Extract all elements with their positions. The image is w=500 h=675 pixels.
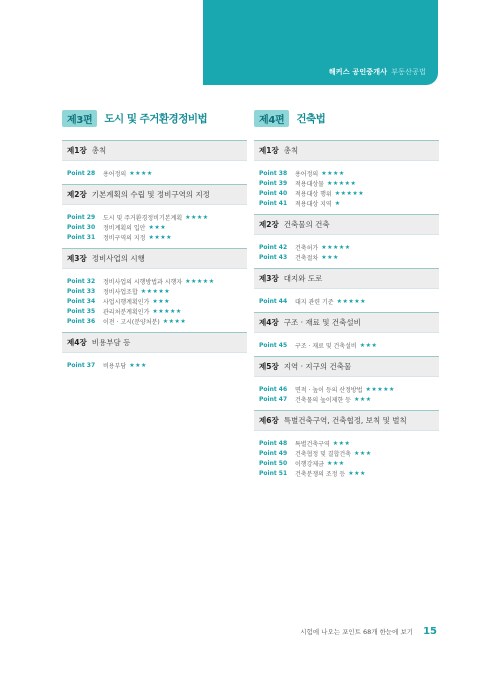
chapter (254, 140, 439, 214)
brand-sub: 부동산공법 (391, 68, 426, 76)
point-title: 구조 · 재료 및 건축설비 (295, 342, 357, 350)
importance-stars: ★★★ (353, 395, 372, 403)
chapter-number: 제4장 (67, 338, 87, 347)
chapter (254, 312, 439, 356)
importance-stars: ★★★★ (321, 169, 345, 177)
chapter-header (254, 141, 439, 161)
chapter-title: 정비사업의 시행 (91, 254, 145, 263)
point-number: Point 43 (259, 253, 288, 261)
part-badge: 제4편 (254, 110, 289, 127)
point-title: 면적 · 높이 등의 산정방법 (295, 386, 363, 394)
point-list (254, 289, 439, 312)
right-column (254, 110, 439, 484)
point-number: Point 36 (67, 317, 96, 325)
point-title: 건축물의 높이제한 등 (295, 396, 351, 404)
chapter-title: 총칙 (91, 146, 107, 155)
point-item (67, 222, 247, 232)
point-number: Point 40 (259, 189, 288, 197)
point-item (259, 458, 439, 468)
chapter-header (254, 215, 439, 235)
point-number: Point 29 (67, 213, 96, 221)
point-title: 건축절차 (295, 254, 319, 262)
point-title: 이행강제금 (295, 460, 324, 468)
chapter (254, 268, 439, 312)
point-title: 이전 · 고시(분양처분) (103, 318, 160, 326)
chapter-title: 건축물의 건축 (283, 220, 330, 229)
brand-main: 해커스 공인중개사 (328, 68, 388, 76)
chapter-number: 제5장 (259, 362, 279, 371)
point-number: Point 51 (259, 469, 288, 477)
point-number: Point 41 (259, 199, 288, 207)
importance-stars: ★★★ (321, 253, 339, 261)
point-item (67, 316, 247, 326)
point-number: Point 34 (67, 297, 96, 305)
importance-stars: ★★★★★ (336, 297, 366, 305)
importance-stars: ★★★ (152, 297, 171, 305)
chapter-number: 제6장 (259, 416, 279, 425)
point-list (62, 161, 247, 184)
point-item (259, 178, 439, 188)
point-item (67, 276, 247, 286)
importance-stars: ★★★★★ (185, 277, 215, 285)
point-item (259, 252, 439, 262)
chapter-number: 제2장 (67, 190, 87, 199)
importance-stars: ★★★ (326, 459, 345, 467)
point-number: Point 31 (67, 233, 96, 241)
importance-stars: ★★★★★ (334, 189, 365, 197)
chapter-title: 대지와 도로 (283, 274, 323, 283)
point-title: 적용대상 행위 (295, 190, 332, 198)
chapter-number: 제2장 (259, 220, 279, 229)
point-number: Point 47 (259, 395, 288, 403)
point-item (259, 296, 439, 306)
chapter-title: 특별건축구역, 건축협정, 보칙 및 벌칙 (283, 416, 407, 425)
point-number: Point 35 (67, 307, 96, 315)
point-title: 적용대상물 (295, 180, 324, 188)
point-list (62, 269, 247, 332)
point-number: Point 37 (67, 361, 96, 369)
importance-stars: ★★★★★ (321, 243, 351, 251)
footer-caption: 시험에 나오는 포인트 68개 한눈에 보기 (300, 628, 414, 636)
chapter (62, 140, 247, 184)
part-header (62, 110, 247, 126)
point-item (259, 468, 439, 478)
importance-stars: ★★★ (359, 341, 378, 349)
point-title: 정비사업조합 (103, 288, 138, 296)
point-title: 건축협정 및 결합건축 (295, 450, 351, 458)
point-number: Point 28 (67, 169, 96, 177)
point-number: Point 46 (259, 385, 288, 393)
point-title: 건축분쟁의 조정 등 (295, 470, 346, 478)
point-title: 용어정의 (103, 170, 127, 178)
point-item (259, 438, 439, 448)
point-item (67, 232, 247, 242)
chapter-title: 비용부담 등 (91, 338, 131, 347)
point-list (254, 235, 439, 268)
point-item (67, 212, 247, 222)
point-number: Point 48 (259, 439, 288, 447)
point-title: 정비구역의 지정 (103, 234, 146, 242)
chapter-header (254, 357, 439, 377)
chapter-title: 지역 · 지구의 건축물 (283, 362, 352, 371)
point-item (67, 296, 247, 306)
point-item (259, 188, 439, 198)
importance-stars: ★★★ (353, 449, 372, 457)
point-item (259, 340, 439, 350)
importance-stars: ★ (334, 199, 341, 207)
chapter-header (254, 411, 439, 431)
importance-stars: ★★★★★ (140, 287, 171, 295)
chapter (62, 248, 247, 332)
point-item (67, 360, 247, 370)
chapter-number: 제1장 (67, 146, 87, 155)
importance-stars: ★★★ (148, 223, 167, 231)
point-title: 비용부담 (103, 362, 127, 370)
point-number: Point 33 (67, 287, 96, 295)
point-item (259, 168, 439, 178)
part-header (254, 110, 439, 126)
point-number: Point 32 (67, 277, 96, 285)
chapter (254, 356, 439, 410)
chapter-header (254, 313, 439, 333)
point-title: 관리처분계획인가 (103, 308, 150, 316)
chapter (62, 332, 247, 376)
importance-stars: ★★★★ (148, 233, 172, 241)
point-number: Point 38 (259, 169, 288, 177)
part-title: 건축법 (296, 112, 326, 125)
importance-stars: ★★★★ (162, 317, 187, 325)
point-number: Point 45 (259, 341, 288, 349)
point-number: Point 50 (259, 459, 288, 467)
point-item (259, 448, 439, 458)
point-title: 적용대상 지역 (295, 200, 332, 208)
importance-stars: ★★★★ (185, 213, 209, 221)
point-title: 도시 및 주거환경정비기본계획 (103, 214, 183, 222)
point-item (259, 242, 439, 252)
chapter-header (62, 249, 247, 269)
chapter (254, 410, 439, 484)
chapter (254, 214, 439, 268)
point-item (67, 306, 247, 316)
point-title: 용어정의 (295, 170, 319, 178)
importance-stars: ★★★ (348, 469, 366, 477)
point-item (259, 198, 439, 208)
importance-stars: ★★★ (129, 361, 147, 369)
importance-stars: ★★★ (332, 439, 351, 447)
part-badge: 제3편 (62, 110, 97, 127)
point-title: 정비계획의 입안 (103, 224, 146, 232)
chapter-number: 제4장 (259, 318, 279, 327)
point-number: Point 42 (259, 243, 288, 251)
point-list (62, 205, 247, 248)
chapter-header (62, 141, 247, 161)
point-number: Point 44 (259, 297, 288, 305)
chapter-number: 제1장 (259, 146, 279, 155)
brand-label (329, 67, 426, 77)
point-list (254, 377, 439, 410)
importance-stars: ★★★★★ (326, 179, 357, 187)
point-list (62, 353, 247, 376)
point-item (259, 384, 439, 394)
point-title: 특별건축구역 (295, 440, 330, 448)
chapter-number: 제3장 (67, 254, 87, 263)
point-title: 정비사업의 시행방법과 시행자 (103, 278, 183, 286)
chapter-header (62, 333, 247, 353)
point-list (254, 161, 439, 214)
point-list (254, 333, 439, 356)
point-item (67, 168, 247, 178)
point-number: Point 30 (67, 223, 96, 231)
chapter-header (254, 269, 439, 289)
page-footer (300, 626, 437, 637)
point-title: 대지 관련 기준 (295, 298, 334, 306)
chapter-title: 총칙 (283, 146, 299, 155)
point-list (254, 431, 439, 484)
header-banner (203, 0, 438, 85)
importance-stars: ★★★★★ (365, 385, 395, 393)
point-item (259, 394, 439, 404)
point-title: 건축허가 (295, 244, 319, 252)
importance-stars: ★★★★★ (152, 307, 182, 315)
chapter-header (62, 185, 247, 205)
importance-stars: ★★★★ (129, 169, 153, 177)
chapter-title: 기본계획의 수립 및 정비구역의 지정 (91, 190, 210, 199)
chapter-title: 구조 · 재료 및 건축설비 (283, 318, 361, 327)
chapter (62, 184, 247, 248)
point-number: Point 49 (259, 449, 288, 457)
point-number: Point 39 (259, 179, 288, 187)
page-number: 15 (423, 626, 437, 637)
point-item (67, 286, 247, 296)
chapter-number: 제3장 (259, 274, 279, 283)
left-column (62, 110, 247, 376)
point-title: 사업시행계획인가 (103, 298, 150, 306)
part-title: 도시 및 주거환경정비법 (104, 112, 208, 125)
